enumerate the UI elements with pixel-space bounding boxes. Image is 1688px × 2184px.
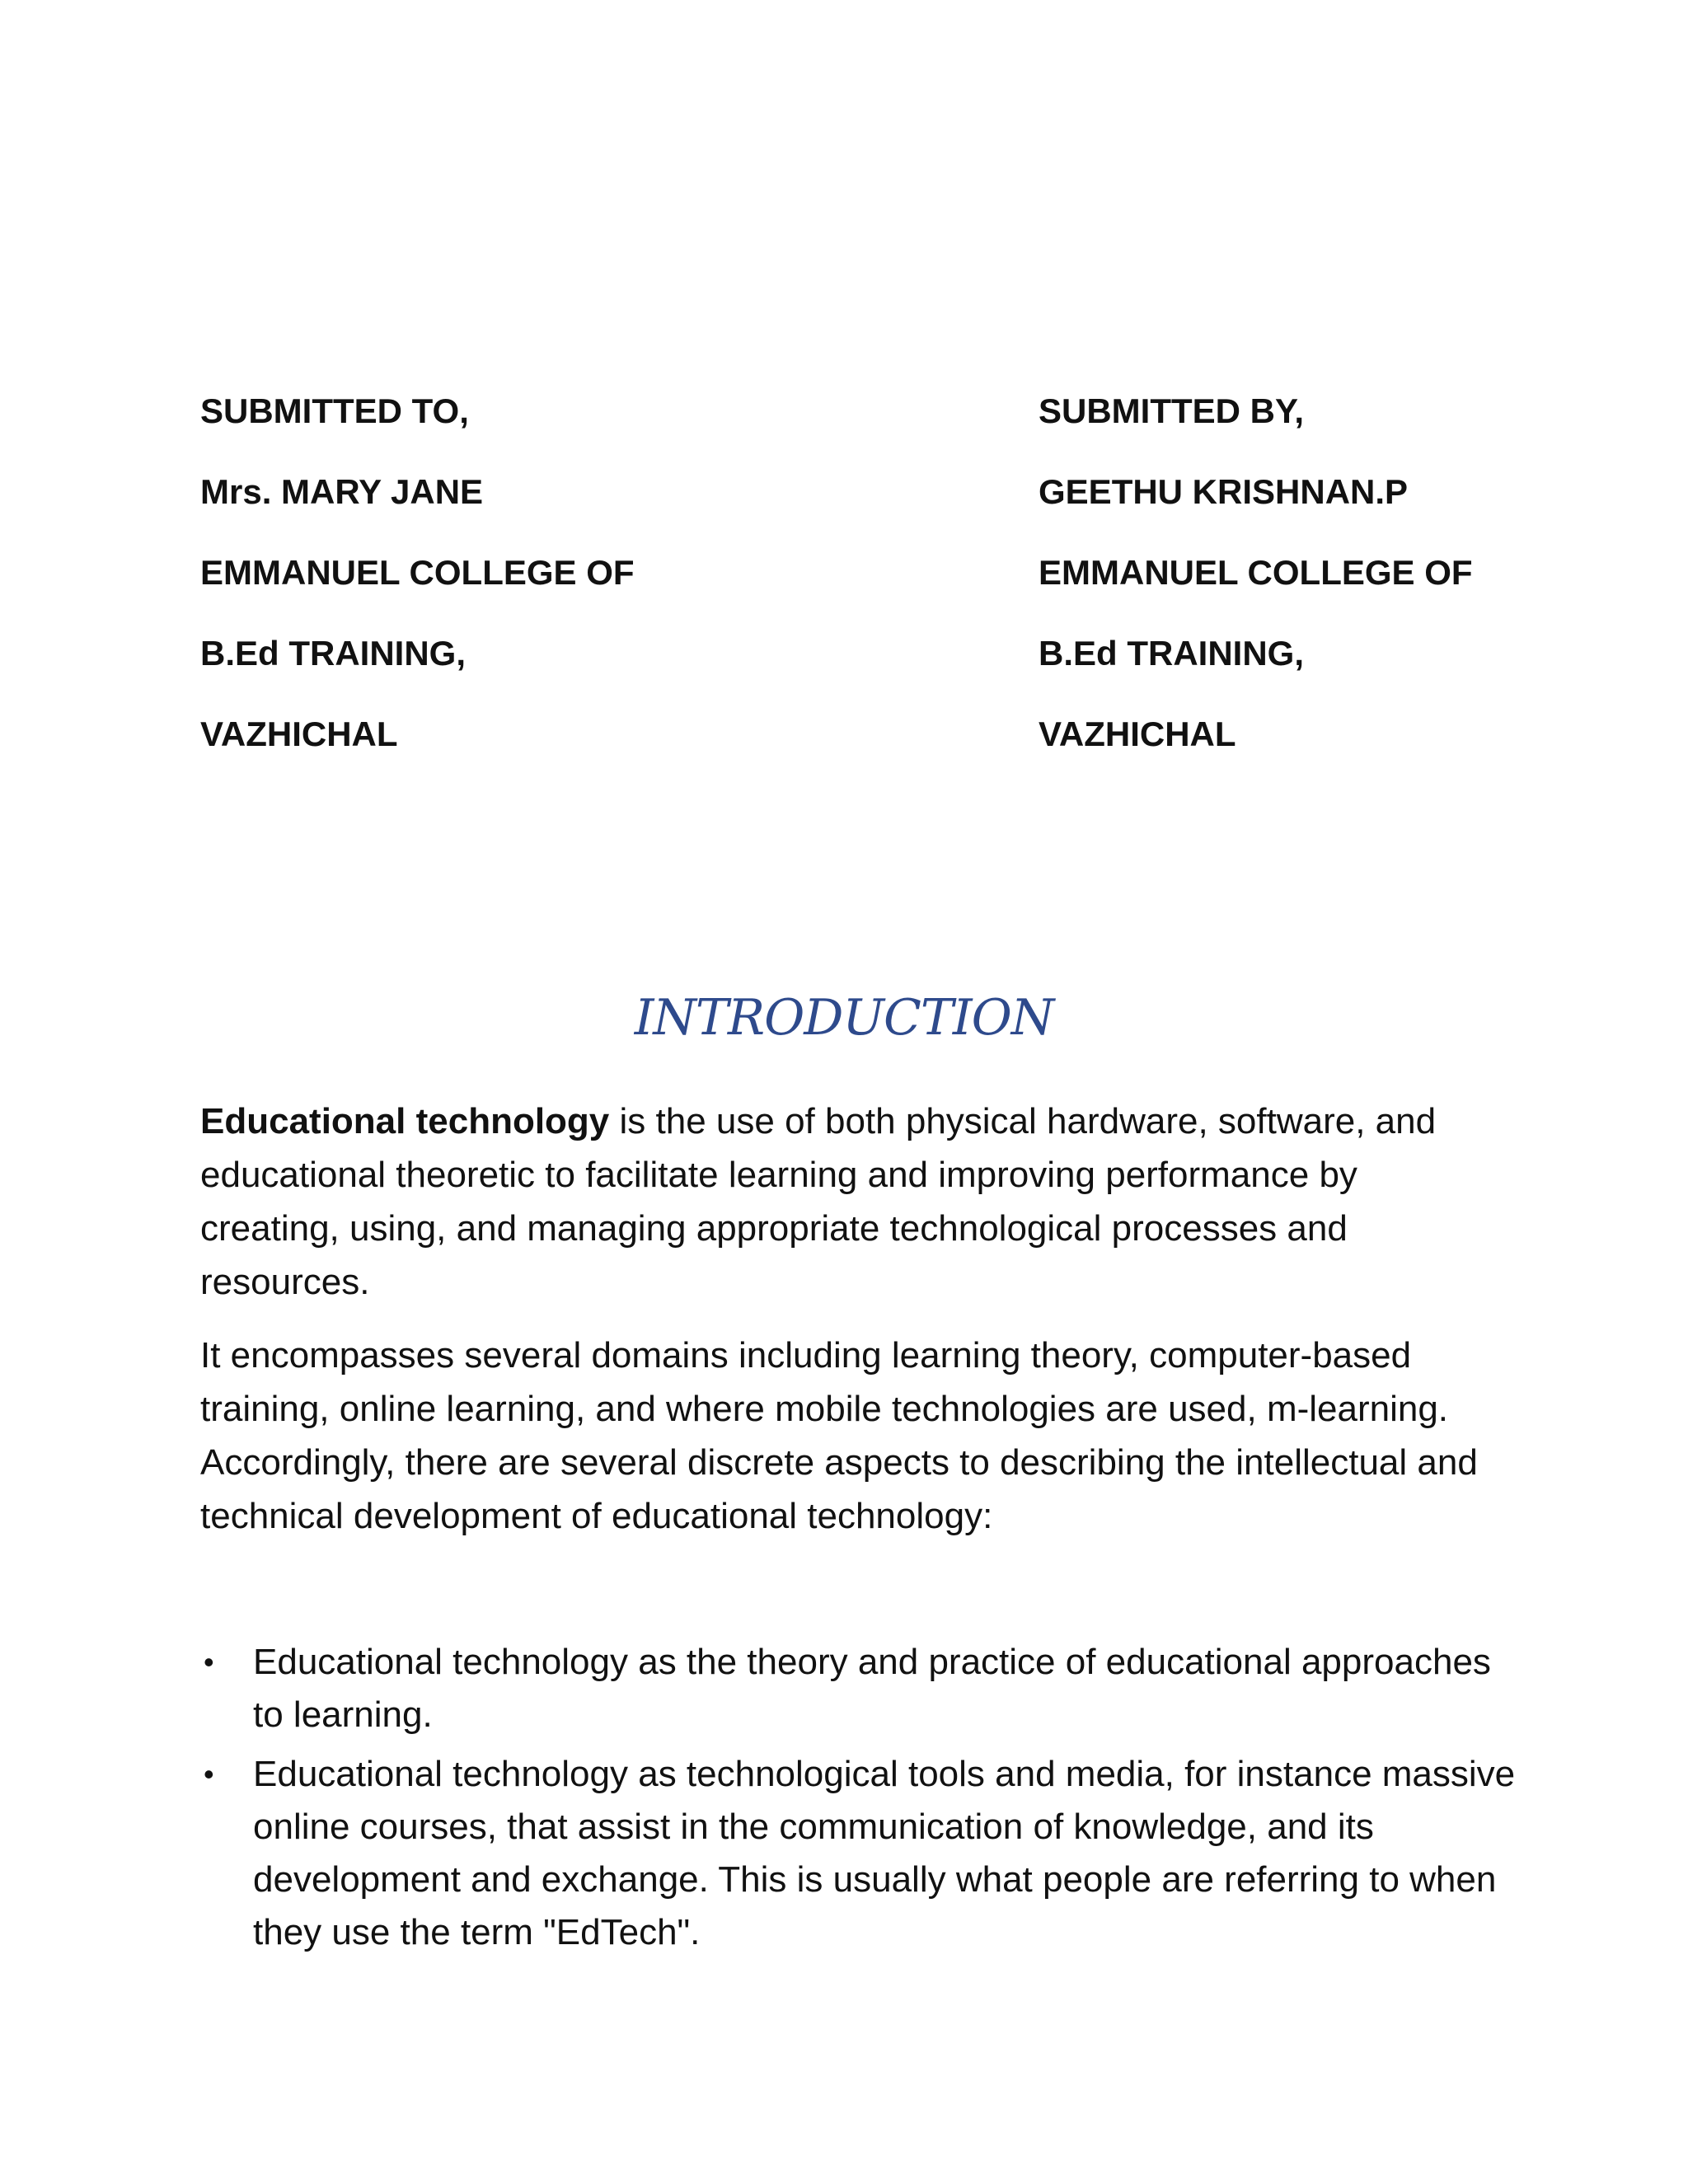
- intro-paragraph-1: [200, 1094, 1486, 1309]
- intro-paragraph-1-text: is the use of both physical hardware, software, and educational theoretic to facilitate learning and improving performance by creating, using, and managing appropriate technological processes and resources.: [200, 1101, 1437, 1302]
- submitted-by-college-line1: EMMANUEL COLLEGE OF: [1039, 553, 1473, 592]
- introduction-heading: INTRODUCTION: [634, 989, 1054, 1047]
- list-item-text: Educational technology as the theory and practice of educational approaches to learning.: [253, 1642, 1491, 1735]
- list-item-text: Educational technology as technological tools and media, for instance massive online courses, that assist in the communication of knowledge, and its development and exchange. This is usually what people are referring to when they use the term "EdTech".: [253, 1754, 1516, 1952]
- submitted-to-place: VAZHICHAL: [200, 715, 398, 753]
- submitted-by-block: [1039, 391, 1473, 798]
- submitted-to-block: [200, 391, 635, 798]
- intro-paragraph-2: It encompasses several domains including learning theory, computer-based training, online learning, and where mobile technologies are used, m-learning. Accordingly, there are several discrete aspects to describing the intellectual and technical development of educational technology:: [200, 1335, 1478, 1536]
- list-item: [200, 1636, 1519, 1741]
- submitted-to-college-line1: EMMANUEL COLLEGE OF: [200, 553, 635, 592]
- submitted-to-college-line2: B.Ed TRAINING,: [200, 634, 466, 673]
- submitted-by-name: GEETHU KRISHNAN.P: [1039, 472, 1409, 511]
- submitted-by-college-line2: B.Ed TRAINING,: [1039, 634, 1304, 673]
- submitted-by-heading: SUBMITTED BY,: [1039, 391, 1305, 430]
- list-item: [200, 1748, 1519, 1959]
- submitted-to-heading: SUBMITTED TO,: [200, 391, 469, 430]
- bullet-icon: •: [204, 1645, 214, 1679]
- intro-bullet-list: [200, 1636, 1519, 1966]
- submitted-by-place: VAZHICHAL: [1039, 715, 1236, 753]
- bullet-icon: •: [204, 1757, 214, 1791]
- submitted-to-name: Mrs. MARY JANE: [200, 472, 484, 511]
- intro-term: Educational technology: [200, 1101, 610, 1141]
